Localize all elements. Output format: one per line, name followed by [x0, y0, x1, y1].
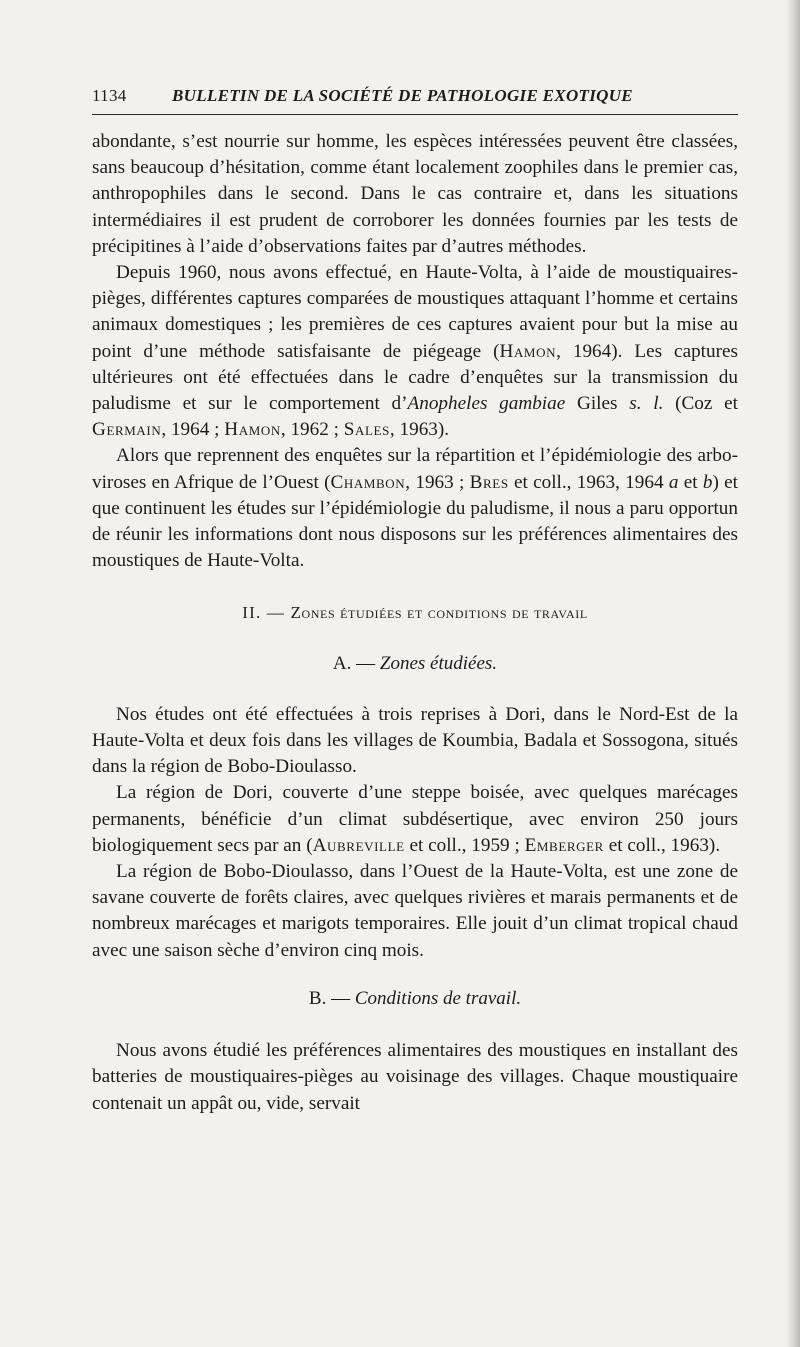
author-name: Sales — [343, 419, 390, 441]
sensu-lato: s. l. — [629, 393, 664, 415]
section-number: II. — [242, 603, 262, 623]
text-run: La région de Dori, couverte d’une steppe boisée, avec quelques marécages permanents, bénéficie d’un climat subdésertique, avec environ 250 jours biologiquement secs par an ( — [92, 782, 738, 856]
paragraph-5 — [92, 780, 738, 859]
species-name: Anopheles gambiae — [407, 393, 566, 415]
subsection-label: A. — — [332, 652, 376, 674]
subsection-title: Conditions de travail. — [354, 987, 522, 1009]
author-name: Hamon — [499, 340, 557, 362]
page-edge-shadow — [786, 0, 800, 1347]
citation-letter: b — [702, 471, 713, 493]
paragraph-1: abondante, s’est nourrie sur homme, les espèces intéressées peuvent être classées, sans beaucoup d’hésitation, comme étant localement zoophiles dans le premier cas, anthropophiles dans le second. Dans le cas contraire et, dans les situations intermédiaires il est prudent de corroborer les données fournies par les tests de précipitines à l’aide d’observations faites par d’autres méthodes. — [92, 131, 738, 257]
text-run: et coll., 1959 ; — [404, 834, 525, 856]
subsection-label: B. — — [308, 987, 351, 1009]
author-name: Germain — [92, 419, 162, 441]
author-name: Emberger — [524, 834, 604, 856]
paragraph-7: Nous avons étudié les préférences alimentaires des moustiques en installant des batteries de moustiquaires-pièges au voisinage des villages. Chaque moustiquaire contenait un appât ou, vide, servait — [92, 1040, 738, 1114]
author-name: Aubreville — [312, 834, 405, 856]
text-run: (Coz et — [663, 393, 738, 415]
text-run: ) et que continuent les études sur l’épidémiologie du paludisme, il nous a paru opportun de réunir les informations dont nous disposons sur les préférences alimentaires des moustiques de Haute-Volta. — [92, 471, 738, 572]
subsection-title: Zones étudiées. — [379, 652, 498, 674]
text-run: Alors que reprennent des enquêtes sur la répartition et l’épidémiologie des arbo-viroses en Afrique de l’Ouest ( — [92, 445, 738, 493]
text-run: Depuis 1960, nous avons effectué, en Haute-Volta, à l’aide de moustiquaires-pièges, différentes captures comparées de moustiques attaquant l’homme et certains animaux domestiques ; les premières de ces captures avaient pour but la mise au point d’une méthode satisfaisante de piégeage ( — [92, 262, 738, 362]
section-dash: — — [266, 603, 286, 623]
subsection-heading-a — [92, 651, 738, 677]
body-text — [92, 129, 738, 1117]
text-run: Giles — [565, 393, 630, 415]
text-run: et coll., 1963). — [603, 834, 721, 856]
paragraph-4: Nos études ont été effectuées à trois reprises à Dori, dans le Nord-Est de la Haute-Volta et deux fois dans les villages de Koumbia, Badala et Sossogona, situés dans la région de Bobo-Dioulasso. — [92, 703, 738, 778]
paragraph-2 — [92, 260, 738, 443]
text-run: , 1964). Les captures ultérieures ont été effectuées dans le cadre d’enquêtes sur la transmission du paludisme et sur le comportement d’ — [92, 340, 738, 415]
text-run: , 1962 ; — [280, 419, 344, 441]
page — [92, 78, 738, 1117]
citation-letter: a — [668, 471, 679, 493]
running-title: BULLETIN DE LA SOCIÉTÉ DE PATHOLOGIE EXOTIQUE — [172, 86, 633, 105]
paragraph-3 — [92, 443, 738, 574]
header-rule — [92, 114, 738, 115]
author-name: Chambon — [330, 471, 406, 493]
page-number: 1134 — [92, 86, 127, 105]
author-name: Hamon — [224, 419, 281, 441]
text-run: et coll., 1963, 1964 — [508, 471, 669, 493]
text-run: et — [678, 471, 703, 493]
section-heading — [92, 600, 738, 626]
text-run: , 1963 ; — [405, 471, 470, 493]
text-run: , 1964 ; — [161, 419, 225, 441]
subsection-heading-b — [92, 986, 738, 1012]
text-run: , 1963). — [389, 419, 450, 441]
paragraph-6: La région de Bobo-Dioulasso, dans l’Ouest de la Haute-Volta, est une zone de savane couverte de forêts claires, avec quelques rivières et marais permanents et de nombreux marécages et marigots temporaires. Elle jouit d’un climat tropical chaud avec une saison sèche d’environ cinq mois. — [92, 861, 738, 961]
running-header — [92, 78, 738, 112]
section-title: Zones étudiées et conditions de travail — [290, 603, 588, 623]
author-name: Bres — [469, 471, 509, 493]
